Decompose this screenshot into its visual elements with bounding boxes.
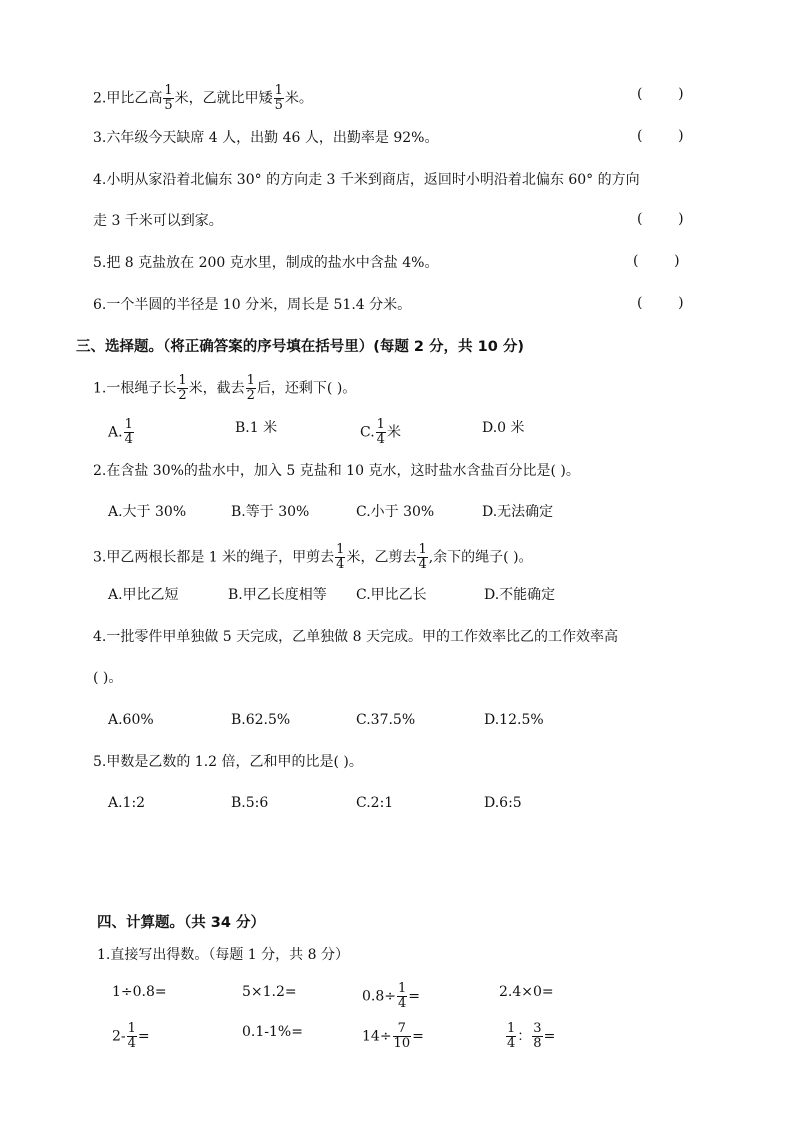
fraction — [246, 374, 256, 403]
choice-q4-line1: 4.一批零件甲单独做 5 天完成，乙单独做 8 天完成。甲的工作效率比乙的工作效率高 — [93, 629, 618, 645]
fraction — [532, 1022, 542, 1051]
expr-text: = — [137, 1028, 150, 1045]
numerator: 1 — [274, 83, 283, 98]
option-d[interactable]: D.无法确定 — [482, 504, 554, 520]
numerator: 1 — [376, 417, 385, 432]
fraction — [376, 418, 386, 447]
choice-q3-text-b: 米，乙剪去 — [346, 549, 417, 566]
option-b[interactable]: B.1 米 — [235, 420, 278, 436]
numerator: 1 — [178, 373, 187, 388]
judge-q6: 6.一个半圆的半径是 10 分米，周长是 51.4 分米。 — [93, 297, 412, 313]
calc-sub-heading: 1.直接写出得数。（每题 1 分，共 8 分） — [97, 947, 349, 963]
option-d[interactable]: D.0 米 — [482, 420, 525, 436]
denominator: 10 — [393, 1036, 411, 1051]
option-unit: 米 — [386, 424, 401, 441]
section-heading-calc: 四、计算题。（共 34 分） — [97, 915, 266, 931]
judge-q3: 3.六年级今天缺席 4 人，出勤 46 人，出勤率是 92%。 — [93, 130, 439, 146]
option-a[interactable]: A.60% — [108, 712, 154, 728]
option-label: C. — [360, 424, 375, 441]
judge-q4-line1: 4.小明从家沿着北偏东 30° 的方向走 3 千米到商店，返回时小明沿着北偏东 60° 的方向 — [93, 172, 640, 188]
calc-expr: 1÷0.8= — [112, 984, 167, 1000]
denominator: 4 — [127, 1036, 136, 1051]
choice-q3-text-c: ,余下的绳子( )。 — [428, 549, 533, 566]
option-b[interactable]: B.等于 30% — [231, 504, 310, 520]
answer-paren[interactable]: ( ) — [637, 211, 684, 227]
judge-q5: 5.把 8 克盐放在 200 克水里，制成的盐水中含盐 4%。 — [93, 255, 439, 271]
option-c[interactable]: C.37.5% — [356, 712, 416, 728]
option-c[interactable]: C.小于 30% — [356, 504, 435, 520]
fraction — [127, 1022, 137, 1051]
option-d[interactable]: D.12.5% — [484, 712, 544, 728]
choice-q1 — [93, 374, 356, 403]
choice-q5: 5.甲数是乙数的 1.2 倍，乙和甲的比是( )。 — [93, 754, 363, 770]
option-b[interactable]: B.62.5% — [231, 712, 291, 728]
numerator: 1 — [124, 417, 133, 432]
numerator: 1 — [127, 1021, 136, 1036]
choice-q3 — [93, 543, 533, 572]
judge-q2-text-a: 2.甲比乙高 — [93, 90, 163, 107]
numerator: 1 — [507, 1021, 516, 1036]
calc-expr — [112, 1022, 150, 1051]
denominator: 5 — [164, 98, 173, 113]
expr-text: = — [543, 1028, 556, 1045]
fraction — [397, 982, 407, 1011]
fraction — [274, 84, 284, 113]
calc-expr — [362, 982, 420, 1011]
choice-q1-text-c: 后，还剩下( )。 — [256, 380, 357, 397]
choice-q2: 2.在含盐 30%的盐水中，加入 5 克盐和 10 克水，这时盐水含盐百分比是( )。 — [93, 463, 580, 479]
calc-expr: 0.1-1%= — [242, 1024, 303, 1040]
section-heading-choice: 三、选择题。（将正确答案的序号填在括号里）(每题 2 分，共 10 分) — [76, 339, 524, 355]
denominator: 4 — [336, 557, 345, 572]
option-d[interactable]: D.不能确定 — [484, 587, 556, 603]
expr-text: 14÷ — [362, 1028, 392, 1045]
answer-paren[interactable]: ( ) — [637, 128, 684, 144]
choice-q1-text-a: 1.一根绳子长 — [93, 380, 177, 397]
option-a[interactable]: A.大于 30% — [108, 504, 187, 520]
calc-expr — [505, 1022, 555, 1051]
fraction — [417, 543, 427, 572]
numerator: 1 — [336, 542, 345, 557]
expr-text: 0.8÷ — [362, 988, 396, 1005]
judge-q4-line2: 走 3 千米可以到家。 — [93, 213, 223, 229]
option-a[interactable]: A.甲比乙短 — [108, 587, 179, 603]
denominator: 4 — [398, 996, 407, 1011]
denominator: 2 — [178, 388, 187, 403]
answer-paren[interactable]: ( ) — [637, 86, 684, 102]
calc-expr: 2.4×0= — [499, 984, 554, 1000]
denominator: 5 — [274, 98, 283, 113]
option-d[interactable]: D.6:5 — [484, 795, 522, 811]
numerator: 1 — [418, 542, 427, 557]
fraction — [163, 84, 173, 113]
numerator: 1 — [398, 981, 407, 996]
judge-q2-text-c: 米。 — [284, 90, 313, 107]
choice-q4-line2[interactable]: ( )。 — [93, 670, 123, 686]
option-a[interactable] — [108, 418, 135, 447]
expr-text: = — [412, 1028, 424, 1045]
judge-q2 — [93, 84, 313, 113]
fraction — [506, 1022, 516, 1051]
calc-expr — [362, 1022, 424, 1051]
option-label: A. — [108, 424, 123, 441]
option-b[interactable]: B.甲乙长度相等 — [228, 587, 327, 603]
expr-text: = — [408, 988, 421, 1005]
calc-expr: 5×1.2= — [242, 984, 297, 1000]
option-b[interactable]: B.5:6 — [231, 795, 269, 811]
answer-paren[interactable]: ( ) — [633, 253, 680, 269]
denominator: 4 — [124, 432, 133, 447]
denominator: 8 — [533, 1036, 542, 1051]
numerator: 1 — [246, 373, 255, 388]
choice-q3-text-a: 3.甲乙两根长都是 1 米的绳子，甲剪去 — [93, 549, 335, 566]
option-c[interactable]: C.2:1 — [356, 795, 394, 811]
option-a[interactable]: A.1:2 — [108, 795, 146, 811]
option-c[interactable]: C.甲比乙长 — [356, 587, 427, 603]
fraction — [335, 543, 345, 572]
answer-paren[interactable]: ( ) — [637, 295, 684, 311]
denominator: 4 — [507, 1036, 516, 1051]
choice-q1-text-b: 米，截去 — [188, 380, 245, 397]
fraction — [393, 1022, 412, 1051]
numerator: 1 — [164, 83, 173, 98]
denominator: 2 — [246, 388, 255, 403]
numerator: 7 — [397, 1021, 406, 1036]
fraction — [177, 374, 187, 403]
option-c[interactable] — [360, 418, 401, 447]
expr-text: 2- — [112, 1028, 126, 1045]
numerator: 3 — [533, 1021, 542, 1036]
fraction — [124, 418, 134, 447]
denominator: 4 — [418, 557, 427, 572]
denominator: 4 — [376, 432, 385, 447]
judge-q2-text-b: 米，乙就比甲矮 — [174, 90, 273, 107]
ratio-sign: ： — [517, 1028, 532, 1045]
